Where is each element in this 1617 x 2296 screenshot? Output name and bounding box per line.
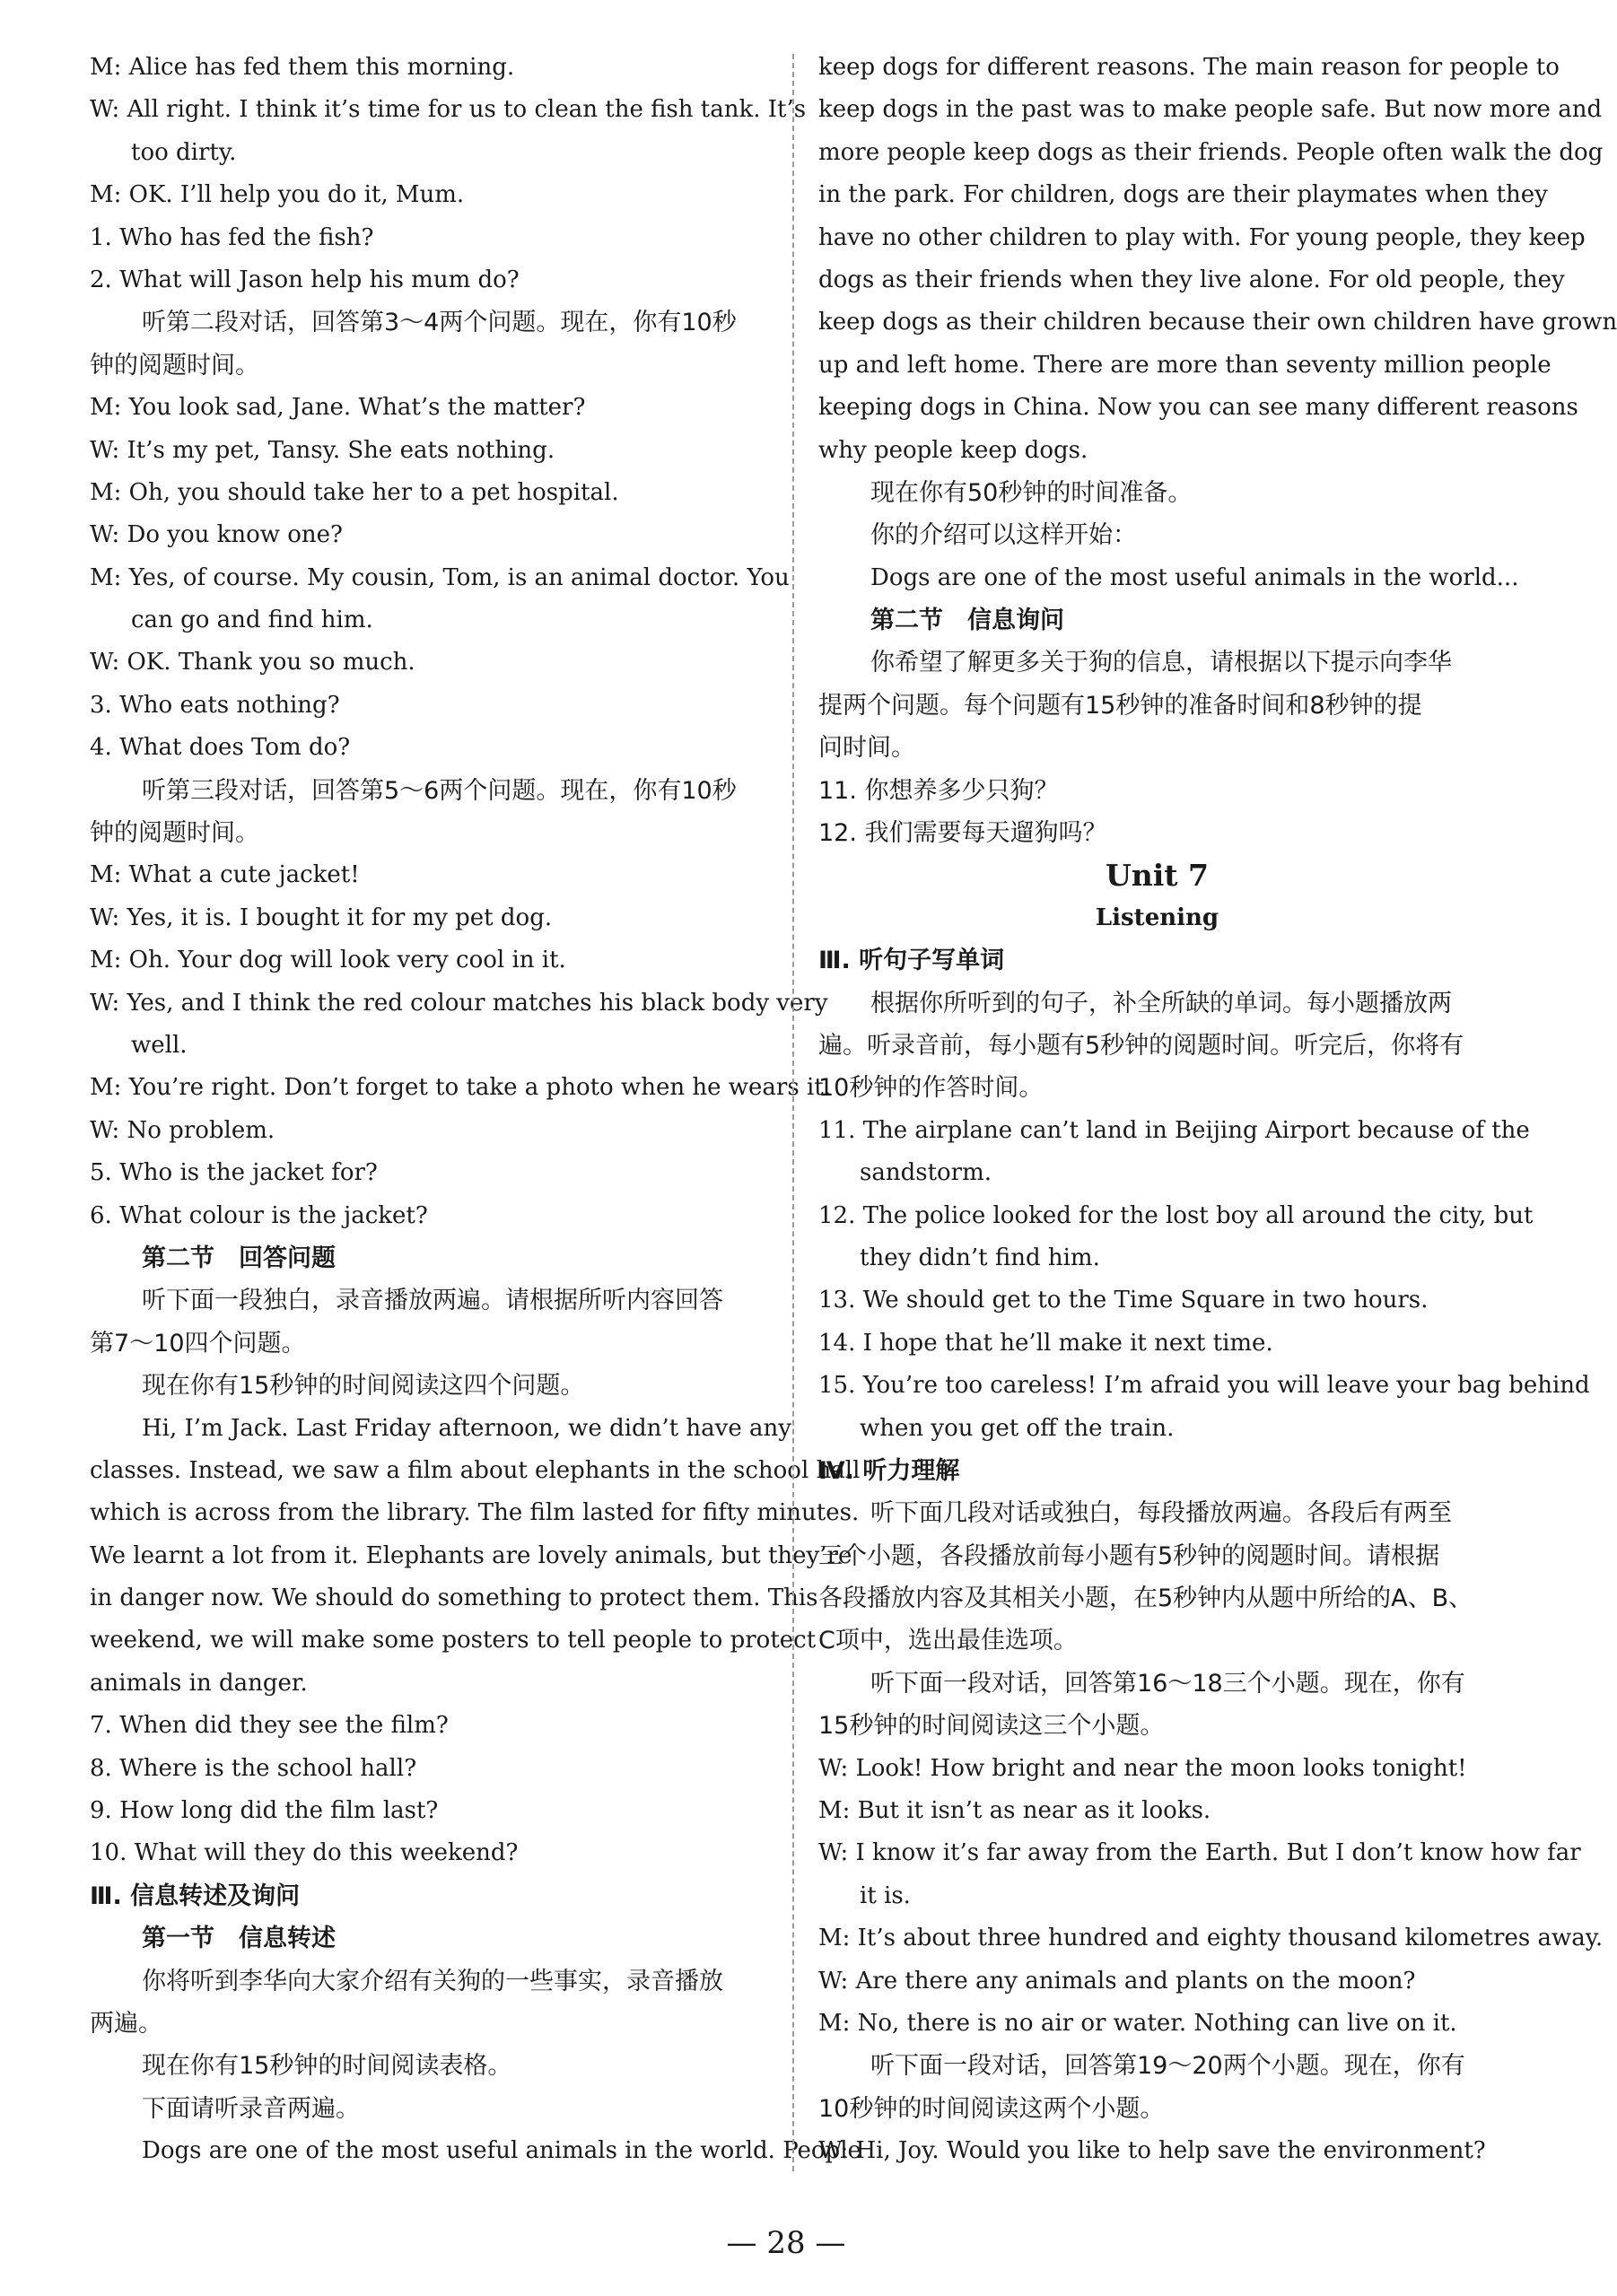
text-line: W: All right. I think it’s time for us to clean the fish tank. It’s xyxy=(90,96,807,124)
text-line: 10秒钟的作答时间。 xyxy=(818,1074,1044,1103)
text-line: 提两个问题。每个问题有15秒钟的准备时间和8秒钟的提 xyxy=(818,691,1422,720)
text-line: in danger now. We should do something to protect them. This xyxy=(90,1585,818,1612)
text-line: M: It’s about three hundred and eighty thousand kilometres away. xyxy=(818,1925,1604,1952)
text-line: 9. How long did the film last? xyxy=(90,1797,439,1825)
text-line: 两遍。 xyxy=(90,2009,162,2038)
text-line: 遍。听录音前，每小题有5秒钟的阅题时间。听完后，你将有 xyxy=(818,1031,1464,1060)
text-line: M: Yes, of course. My cousin, Tom, is an animal doctor. You xyxy=(90,563,790,591)
text-line: animals in danger. xyxy=(90,1669,308,1697)
text-line: 2. What will Jason help his mum do? xyxy=(90,266,520,293)
text-line: W: OK. Thank you so much. xyxy=(90,649,415,677)
text-line: W: Do you know one? xyxy=(90,521,344,549)
text-line: M: You’re right. Don’t forget to take a photo when he wears it. xyxy=(90,1074,831,1102)
text-line: M: No, there is no air or water. Nothing can live on it. xyxy=(818,2009,1457,2037)
text-line: 10. What will they do this weekend? xyxy=(90,1839,519,1867)
text-line: 听第三段对话，回答第5～6两个问题。现在，你有10秒 xyxy=(142,776,737,805)
text-line: 钟的阅题时间。 xyxy=(90,351,259,380)
text-line: 现在你有50秒钟的时间准备。 xyxy=(870,478,1193,507)
text-line: can go and find him. xyxy=(131,607,373,634)
text-line: W: No problem. xyxy=(90,1116,275,1144)
text-line: 下面请听录音两遍。 xyxy=(142,2094,360,2123)
text-line: 3. Who eats nothing? xyxy=(90,691,340,719)
text-line: W: Yes, it is. I bought it for my pet dog. xyxy=(90,904,553,931)
text-line: 11. The airplane can’t land in Beijing Airport because of the xyxy=(818,1116,1530,1144)
text-line: 你的介绍可以这样开始： xyxy=(870,521,1137,550)
text-line: W: Hi, Joy. Would you like to help save the environment? xyxy=(818,2137,1486,2165)
text-line: which is across from the library. The film lasted for fifty minutes. xyxy=(90,1499,860,1527)
text-line: 你将听到李华向大家介绍有关狗的一些事实，录音播放 xyxy=(142,1967,723,1995)
text-line: Ⅳ. 听力理解 xyxy=(818,1456,960,1485)
text-line: keeping dogs in China. Now you can see many different reasons xyxy=(818,394,1578,422)
text-line: 你希望了解更多关于狗的信息，请根据以下提示向李华 xyxy=(870,649,1452,677)
text-line: M: OK. I’ll help you do it, Mum. xyxy=(90,181,465,209)
text-line: more people keep dogs as their friends. People often walk the dog xyxy=(818,138,1604,166)
text-line: Dogs are one of the most useful animals in the world. People xyxy=(142,2137,861,2165)
text-line: 13. We should get to the Time Square in two hours. xyxy=(818,1287,1429,1314)
text-line: 7. When did they see the film? xyxy=(90,1712,449,1740)
text-line: 12. The police looked for the lost boy all around the city, but xyxy=(818,1201,1534,1229)
text-line: M: Oh, you should take her to a pet hospital. xyxy=(90,478,619,506)
text-line: classes. Instead, we saw a film about elephants in the school hall xyxy=(90,1456,861,1484)
text-line: sandstorm. xyxy=(860,1159,992,1187)
text-line: up and left home. There are more than seventy million people xyxy=(818,351,1551,379)
text-line: 听第二段对话，回答第3～4两个问题。现在，你有10秒 xyxy=(142,309,737,337)
text-line: keep dogs as their children because their own children have grown xyxy=(818,309,1617,336)
text-line: 6. What colour is the jacket? xyxy=(90,1201,428,1229)
text-line: M: But it isn’t as near as it looks. xyxy=(818,1797,1211,1825)
page-number: — 28 — xyxy=(726,2225,846,2261)
text-line: C项中，选出最佳选项。 xyxy=(818,1627,1078,1655)
text-line: W: I know it’s far away from the Earth. But I don’t know how far xyxy=(818,1839,1581,1867)
text-line: 14. I hope that he’ll make it next time. xyxy=(818,1329,1273,1357)
text-line: 第7～10四个问题。 xyxy=(90,1329,306,1358)
text-line: when you get off the train. xyxy=(860,1414,1175,1442)
text-line: 15. You’re too careless! I’m afraid you will leave your bag behind xyxy=(818,1372,1590,1400)
text-line: 12. 我们需要每天遛狗吗？ xyxy=(818,819,1107,848)
text-line: they didn’t find him. xyxy=(860,1244,1100,1271)
text-line: Dogs are one of the most useful animals in the world... xyxy=(870,563,1519,591)
text-line: Hi, I’m Jack. Last Friday afternoon, we didn’t have any xyxy=(142,1414,791,1442)
text-line: M: Alice has fed them this morning. xyxy=(90,54,515,81)
text-line: 听下面一段独白，录音播放两遍。请根据所听内容回答 xyxy=(142,1287,723,1315)
text-line: 第一节 信息转述 xyxy=(142,1925,336,1953)
text-line: in the park. For children, dogs are their playmates when they xyxy=(818,181,1548,209)
text-line: 听下面几段对话或独白，每段播放两遍。各段后有两至 xyxy=(870,1499,1452,1528)
text-line: weekend, we will make some posters to tell people to protect xyxy=(90,1627,817,1654)
text-line: 钟的阅题时间。 xyxy=(90,819,259,848)
text-line: have no other children to play with. For young people, they keep xyxy=(818,223,1586,251)
left-column xyxy=(90,47,861,2173)
text-line: keep dogs for different reasons. The main reason for people to xyxy=(818,54,1560,81)
text-line: 第二节 回答问题 xyxy=(142,1244,336,1272)
text-line: 8. Where is the school hall? xyxy=(90,1754,417,1782)
text-line: M: You look sad, Jane. What’s the matter? xyxy=(90,394,586,422)
text-line: 问时间。 xyxy=(818,734,915,763)
text-line: well. xyxy=(131,1031,188,1059)
text-line: 5. Who is the jacket for? xyxy=(90,1159,378,1187)
text-line: 第二节 信息询问 xyxy=(870,607,1064,635)
text-line: 听下面一段对话，回答第16～18三个小题。现在，你有 xyxy=(870,1669,1465,1698)
text-line: W: Are there any animals and plants on the moon? xyxy=(818,1967,1416,1995)
text-line: 4. What does Tom do? xyxy=(90,734,351,762)
text-line: 现在你有15秒钟的时间阅读这四个问题。 xyxy=(142,1372,585,1401)
column-divider xyxy=(792,54,794,2171)
text-line: 11. 你想养多少只狗？ xyxy=(818,776,1059,805)
text-line: W: Yes, and I think the red colour matches his black body very xyxy=(90,989,828,1017)
text-line: 1. Who has fed the fish? xyxy=(90,223,374,251)
text-line: M: What a cute jacket! xyxy=(90,861,360,889)
text-line: W: It’s my pet, Tansy. She eats nothing. xyxy=(90,436,555,464)
text-line: it is. xyxy=(860,1881,911,1909)
text-line: Ⅲ. 听句子写单词 xyxy=(818,947,1005,975)
text-line: Ⅲ. 信息转述及询问 xyxy=(90,1881,301,1910)
text-line: 根据你所听到的句子，补全所缺的单词。每小题播放两 xyxy=(870,989,1452,1017)
text-line: Listening xyxy=(1095,904,1219,931)
text-line: 15秒钟的时间阅读这三个小题。 xyxy=(818,1712,1165,1741)
text-line: why people keep dogs. xyxy=(818,436,1088,464)
text-line: 10秒钟的时间阅读这两个小题。 xyxy=(818,2094,1165,2123)
text-line: Unit 7 xyxy=(1105,858,1209,894)
text-line: too dirty. xyxy=(131,138,237,166)
text-line: dogs as their friends when they live alone. For old people, they xyxy=(818,266,1565,293)
text-line: 三个小题，各段播放前每小题有5秒钟的阅题时间。请根据 xyxy=(818,1541,1440,1570)
text-line: 听下面一段对话，回答第19～20两个小题。现在，你有 xyxy=(870,2052,1465,2081)
right-column xyxy=(818,47,1617,2173)
text-line: keep dogs in the past was to make people safe. But now more and xyxy=(818,96,1603,124)
text-line: 各段播放内容及其相关小题，在5秒钟内从题中所给的A、B、 xyxy=(818,1585,1473,1613)
text-line: We learnt a lot from it. Elephants are lovely animals, but they’re xyxy=(90,1541,852,1569)
text-line: 现在你有15秒钟的时间阅读表格。 xyxy=(142,2052,512,2081)
text-line: M: Oh. Your dog will look very cool in it. xyxy=(90,947,566,974)
text-line: W: Look! How bright and near the moon looks tonight! xyxy=(818,1754,1467,1782)
